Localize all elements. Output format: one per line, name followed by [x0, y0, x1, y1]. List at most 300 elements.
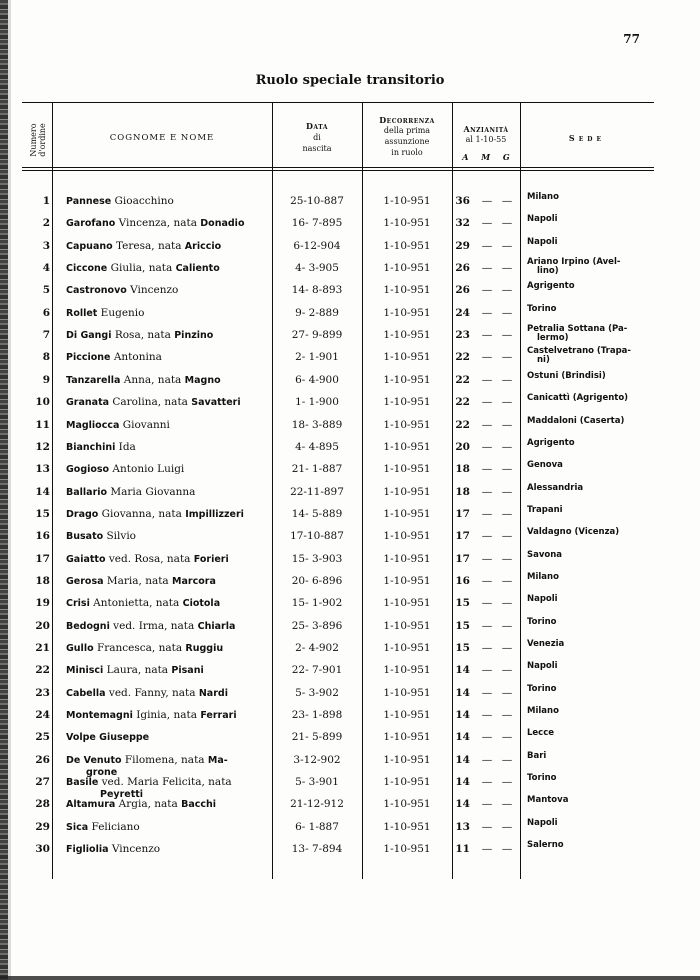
row-sede-line: Mantova	[527, 795, 569, 806]
row-number: 29	[35, 820, 50, 833]
row-name	[66, 195, 266, 208]
row-maiden-name: Pinzino	[174, 330, 214, 342]
row-anzianita-giorni: —	[501, 284, 513, 297]
row-given-name: Rosa, nata	[111, 329, 175, 342]
row-name	[66, 307, 266, 320]
row-maiden-name: Pisani	[171, 665, 204, 677]
row-anzianita-mesi: —	[481, 217, 493, 230]
row-number: 2	[42, 217, 50, 230]
row-birth-date: 18- 3-889	[291, 418, 343, 431]
row-birth-date: 23- 1-898	[291, 709, 343, 722]
row-sede-line: Napoli	[527, 236, 558, 247]
row-anzianita-giorni: —	[501, 552, 513, 565]
row-decorrenza: 1-10-951	[383, 284, 431, 297]
row-surname: Capuano	[66, 240, 113, 252]
row-sede	[527, 238, 652, 247]
row-decorrenza: 1-10-951	[383, 776, 431, 789]
table-row	[22, 639, 654, 664]
row-birth-date: 16- 7-895	[291, 217, 343, 230]
row-given-name: Francesca, nata	[93, 642, 186, 654]
row-birth-date: 14- 5-889	[291, 507, 343, 520]
row-name	[66, 731, 266, 744]
row-given-name: Vincenzo	[108, 843, 161, 856]
row-anzianita-anni: 15	[455, 619, 470, 632]
row-maiden-name: Marcora	[172, 575, 216, 587]
row-anzianita-anni: 14	[455, 753, 470, 766]
row-anzianita-mesi: —	[481, 373, 493, 386]
row-anzianita-giorni: —	[501, 306, 513, 319]
row-sede	[527, 325, 652, 343]
row-birth-date: 22- 7-901	[291, 664, 343, 677]
row-sede-line: Napoli	[527, 661, 558, 672]
row-name	[66, 597, 266, 610]
header-decorrenza-line1: Decorrenza	[379, 115, 435, 125]
row-surname: Cabella	[66, 687, 106, 699]
row-maiden-name: Caliento	[175, 263, 220, 275]
row-decorrenza: 1-10-951	[383, 463, 431, 476]
table-row	[22, 706, 654, 731]
row-sede	[527, 819, 652, 828]
row-anzianita-anni: 22	[455, 418, 470, 431]
row-anzianita-giorni: —	[501, 463, 513, 476]
row-number: 15	[35, 507, 50, 520]
row-name-continuation: Peyretti	[100, 789, 144, 801]
header-sede: Sede	[568, 133, 606, 143]
row-sede-line: Salerno	[527, 840, 564, 851]
header-bottom-rule	[22, 167, 654, 168]
row-given-name: Antonina	[110, 351, 162, 364]
row-maiden-name: Forieri	[193, 553, 229, 565]
row-anzianita-mesi: —	[481, 485, 493, 498]
row-given-name: Antonio Luigi	[109, 463, 185, 476]
row-sede-line: Milano	[527, 571, 559, 582]
row-sede-line: Castelvetrano (Trapa-	[527, 346, 631, 357]
row-anzianita-giorni: —	[501, 709, 513, 722]
row-surname: Busato	[66, 531, 104, 543]
row-given-name: Iginia, nata	[132, 709, 201, 722]
row-anzianita-giorni: —	[501, 418, 513, 431]
row-anzianita-giorni: —	[501, 664, 513, 677]
row-given-name: Laura, nata	[103, 664, 172, 677]
table-row	[22, 549, 654, 575]
row-birth-date: 2- 4-902	[295, 642, 339, 654]
row-surname: De Venuto	[66, 754, 122, 766]
row-anzianita-anni: 15	[455, 597, 470, 610]
row-anzianita-anni: 26	[455, 262, 470, 275]
row-name	[66, 374, 266, 387]
row-number: 26	[35, 753, 50, 766]
row-sede-line: Trapani	[527, 504, 563, 515]
row-anzianita-anni: 23	[455, 329, 470, 342]
row-sede-line: Torino	[527, 773, 557, 784]
row-number: 30	[35, 843, 50, 856]
row-sede	[527, 640, 652, 649]
row-anzianita-anni: 20	[455, 440, 470, 453]
row-anzianita-mesi: —	[481, 239, 493, 252]
row-anzianita-giorni: —	[501, 485, 513, 498]
row-anzianita-anni: 22	[455, 396, 470, 409]
row-surname: Montemagni	[66, 710, 133, 722]
row-sede	[527, 841, 652, 850]
row-surname: Pannese	[66, 196, 112, 207]
row-sede	[527, 595, 652, 604]
row-number: 10	[35, 396, 50, 409]
row-sede	[527, 258, 652, 276]
row-anzianita-mesi: —	[481, 574, 493, 587]
row-anzianita-mesi: —	[481, 463, 493, 476]
row-sede-line: Bari	[527, 750, 547, 761]
row-sede	[527, 417, 652, 426]
row-sede	[527, 193, 652, 202]
row-anzianita-anni: 17	[455, 530, 470, 543]
row-sede-line: Milano	[527, 706, 559, 717]
row-decorrenza: 1-10-951	[383, 262, 431, 275]
row-name	[66, 664, 266, 677]
row-sede-line: Valdagno (Vicenza)	[527, 527, 620, 538]
row-surname: Granata	[66, 397, 110, 409]
row-given-name: Argia, nata	[115, 798, 182, 811]
row-decorrenza: 1-10-951	[383, 329, 431, 342]
row-number: 21	[35, 642, 50, 654]
row-decorrenza: 1-10-951	[383, 373, 431, 386]
row-number: 16	[35, 530, 50, 543]
row-decorrenza: 1-10-951	[383, 753, 431, 766]
row-decorrenza: 1-10-951	[383, 396, 431, 409]
row-surname: Gaiatto	[66, 553, 106, 565]
row-birth-date: 17-10-887	[290, 530, 344, 543]
row-sede-line: Torino	[527, 683, 557, 694]
row-anzianita-mesi: —	[481, 843, 493, 856]
row-sede-line: Ariano Irpino (Avel-	[527, 257, 621, 268]
row-sede-line: Agrigento	[527, 437, 575, 448]
row-anzianita-mesi: —	[481, 530, 493, 543]
row-anzianita-mesi: —	[481, 440, 493, 453]
scan-binding-edge	[0, 0, 8, 980]
row-anzianita-giorni: —	[501, 239, 513, 252]
row-number: 25	[35, 731, 50, 744]
row-decorrenza: 1-10-951	[383, 239, 431, 252]
row-anzianita-giorni: —	[501, 530, 513, 543]
row-sede-line: Maddaloni (Caserta)	[527, 415, 625, 426]
row-decorrenza: 1-10-951	[383, 574, 431, 587]
header-data-line3: nascita	[302, 144, 332, 153]
row-surname: Volpe Giuseppe	[66, 732, 150, 744]
row-anzianita-mesi: —	[481, 597, 493, 610]
row-decorrenza: 1-10-951	[383, 351, 431, 364]
table-row	[22, 214, 654, 239]
row-sede	[527, 439, 652, 448]
row-sede-line: Napoli	[527, 817, 558, 828]
row-given-name: Giovanni	[119, 418, 170, 431]
header-amg	[452, 152, 520, 162]
row-anzianita-giorni: —	[501, 396, 513, 409]
row-given-name: Giulia, nata	[107, 262, 176, 275]
row-name	[66, 419, 266, 432]
row-sede-line: Ostuni (Brindisi)	[527, 370, 606, 381]
row-anzianita-anni: 14	[455, 731, 470, 744]
row-anzianita-mesi: —	[481, 664, 493, 677]
row-surname: Ciccone	[66, 263, 108, 275]
table-row	[22, 750, 654, 778]
row-decorrenza: 1-10-951	[383, 217, 431, 230]
row-anzianita-anni: 22	[455, 373, 470, 386]
row-sede-line: Alessandria	[527, 482, 584, 493]
row-number: 20	[35, 619, 50, 632]
row-name	[66, 217, 266, 230]
table-row	[22, 527, 654, 552]
row-birth-date: 21- 5-899	[291, 731, 343, 744]
row-given-name: ved. Irma, nata	[109, 619, 198, 632]
row-surname: Altamura	[66, 799, 116, 811]
row-birth-date: 3-12-902	[293, 753, 341, 766]
row-anzianita-anni: 16	[455, 574, 470, 587]
header-cognome-nome: COGNOME E NOME	[109, 133, 215, 143]
row-name	[66, 530, 266, 543]
row-name	[66, 284, 266, 297]
row-anzianita-giorni: —	[501, 373, 513, 386]
row-surname: Sica	[66, 821, 89, 833]
row-sede-line: Genova	[527, 460, 563, 471]
header-bottom-rule-double	[22, 170, 654, 171]
row-surname: Drago	[66, 508, 99, 520]
row-anzianita-mesi: —	[481, 262, 493, 275]
row-decorrenza: 1-10-951	[383, 530, 431, 543]
row-surname: Basile	[66, 777, 99, 789]
row-birth-date: 15- 3-903	[291, 552, 343, 565]
header-decorrenza-line3: assunzione	[384, 137, 430, 146]
row-anzianita-mesi: —	[481, 329, 493, 342]
row-name	[66, 709, 266, 722]
table-row	[22, 192, 654, 217]
row-anzianita-anni: 17	[455, 552, 470, 565]
row-number: 9	[42, 373, 50, 386]
row-number: 14	[35, 485, 50, 498]
row-sede-line: Napoli	[527, 214, 558, 225]
row-anzianita-mesi: —	[481, 798, 493, 811]
row-anzianita-giorni: —	[501, 329, 513, 342]
row-anzianita-giorni: —	[501, 798, 513, 811]
table-row	[22, 393, 654, 418]
row-anzianita-anni: 14	[455, 664, 470, 677]
row-anzianita-mesi: —	[481, 351, 493, 364]
row-anzianita-mesi: —	[481, 731, 493, 744]
row-number: 6	[42, 306, 50, 319]
row-anzianita-giorni: —	[501, 440, 513, 453]
row-birth-date: 5- 3-902	[295, 686, 339, 699]
row-anzianita-giorni: —	[501, 642, 513, 654]
row-number: 5	[42, 284, 50, 297]
header-amg-a: A	[462, 152, 469, 162]
row-anzianita-anni: 14	[455, 776, 470, 789]
row-anzianita-anni: 18	[455, 463, 470, 476]
row-anzianita-mesi: —	[481, 306, 493, 319]
row-anzianita-giorni: —	[501, 351, 513, 364]
row-birth-date: 5- 3-901	[295, 776, 339, 789]
row-anzianita-anni: 24	[455, 306, 470, 319]
row-sede-line: Milano	[527, 192, 559, 202]
row-birth-date: 27- 9-899	[291, 329, 343, 342]
row-anzianita-giorni: —	[501, 217, 513, 230]
table-row	[22, 728, 654, 753]
row-number: 7	[42, 329, 50, 342]
row-sede	[527, 461, 652, 470]
row-sede-line: Lecce	[527, 728, 555, 739]
row-number: 17	[35, 552, 50, 565]
row-birth-date: 9- 2-889	[295, 306, 339, 319]
header-data-line1: Data	[305, 121, 329, 131]
row-given-name: ved. Fanny, nata	[105, 686, 199, 699]
row-sede-line: Canicattì (Agrigento)	[527, 393, 629, 404]
row-maiden-name: Magno	[184, 374, 221, 386]
row-anzianita-giorni: —	[501, 686, 513, 699]
row-given-name: Eugenio	[97, 306, 145, 319]
row-birth-date: 6-12-904	[293, 239, 341, 252]
row-name	[66, 798, 266, 811]
row-sede	[527, 347, 652, 365]
scan-bottom-edge	[0, 976, 700, 980]
row-birth-date: 4- 4-895	[295, 440, 339, 453]
row-birth-date: 14- 8-893	[291, 284, 343, 297]
row-sede	[527, 282, 652, 291]
row-number: 22	[35, 664, 50, 677]
row-sede-line: lermo)	[537, 333, 569, 344]
header-anzianita-line2: al 1-10-55	[465, 135, 507, 144]
row-birth-date: 6- 1-887	[295, 820, 339, 833]
row-sede	[527, 752, 652, 761]
row-decorrenza: 1-10-951	[383, 485, 431, 498]
row-name	[66, 553, 266, 566]
row-anzianita-mesi: —	[481, 686, 493, 699]
row-name	[66, 575, 266, 588]
header-anzianita-line1: Anzianità	[463, 124, 509, 134]
row-maiden-name: Impillizzeri	[185, 508, 244, 520]
row-maiden-name: Ciotola	[182, 598, 221, 610]
row-birth-date: 22-11-897	[290, 485, 344, 498]
row-decorrenza: 1-10-951	[383, 440, 431, 453]
row-anzianita-giorni: —	[501, 753, 513, 766]
row-surname: Di Gangi	[66, 330, 112, 342]
row-anzianita-giorni: —	[501, 820, 513, 833]
row-name	[66, 620, 266, 633]
row-anzianita-anni: 14	[455, 709, 470, 722]
row-surname: Rollet	[66, 307, 98, 319]
roster-table	[22, 102, 654, 879]
row-surname: Gerosa	[66, 575, 104, 587]
row-given-name: Filomena, nata	[121, 753, 208, 766]
page-number: 77	[623, 32, 640, 46]
row-given-name: ved. Maria Felicita, nata	[98, 776, 232, 789]
row-number: 24	[35, 709, 50, 722]
row-anzianita-anni: 18	[455, 485, 470, 498]
row-number: 27	[35, 776, 50, 789]
row-number: 13	[35, 463, 50, 476]
row-maiden-name: Chiarla	[197, 620, 236, 632]
table-row	[22, 571, 654, 597]
row-given-name: Feliciano	[88, 820, 140, 833]
row-sede	[527, 573, 652, 582]
row-anzianita-mesi: —	[481, 709, 493, 722]
row-sede-line: Napoli	[527, 594, 558, 605]
row-anzianita-anni: 14	[455, 798, 470, 811]
row-surname: Gullo	[66, 643, 94, 654]
row-sede	[527, 506, 652, 515]
row-sede-line: Venezia	[527, 639, 565, 649]
row-sede	[527, 796, 652, 805]
row-sede-line: Torino	[527, 303, 557, 314]
row-maiden-name: Ferrari	[200, 710, 237, 722]
row-given-name: Ida	[115, 440, 136, 453]
row-anzianita-mesi: —	[481, 284, 493, 297]
row-anzianita-mesi: —	[481, 552, 493, 565]
row-sede	[527, 774, 652, 783]
row-number: 8	[42, 351, 50, 364]
table-row	[22, 683, 654, 709]
row-anzianita-giorni: —	[501, 776, 513, 789]
row-surname: Bedogni	[66, 620, 110, 632]
row-anzianita-mesi: —	[481, 820, 493, 833]
row-number: 1	[42, 195, 50, 207]
row-anzianita-giorni: —	[501, 574, 513, 587]
row-name	[66, 821, 266, 834]
row-anzianita-mesi: —	[481, 396, 493, 409]
row-given-name: Giovanna, nata	[98, 507, 186, 520]
row-given-name: Gioacchino	[111, 195, 174, 207]
row-number: 3	[42, 239, 50, 252]
row-birth-date: 1- 1-900	[295, 396, 339, 409]
row-number: 4	[42, 262, 50, 275]
row-anzianita-giorni: —	[501, 843, 513, 856]
row-name	[66, 776, 266, 789]
row-name	[66, 329, 266, 342]
row-birth-date: 25-10-887	[290, 195, 344, 207]
header-numero: Numero d'ordine	[29, 123, 47, 157]
row-maiden-name: Bacchi	[181, 799, 217, 811]
row-decorrenza: 1-10-951	[383, 664, 431, 677]
row-number: 28	[35, 798, 50, 811]
row-maiden-name: Donadio	[200, 218, 245, 230]
row-sede	[527, 372, 652, 381]
row-birth-date: 15- 1-902	[291, 597, 343, 610]
row-decorrenza: 1-10-951	[383, 418, 431, 431]
row-birth-date: 13- 7-894	[291, 843, 343, 856]
row-decorrenza: 1-10-951	[383, 642, 431, 654]
row-sede	[527, 484, 652, 493]
row-given-name: ved. Rosa, nata	[105, 552, 194, 565]
row-name	[66, 843, 266, 856]
row-sede	[527, 528, 652, 537]
row-number: 19	[35, 597, 50, 610]
table-row	[22, 661, 654, 686]
row-surname: Figliolia	[66, 844, 109, 856]
row-birth-date: 4- 3-905	[295, 262, 339, 275]
row-decorrenza: 1-10-951	[383, 195, 431, 207]
row-sede-line: lino)	[537, 266, 559, 277]
row-decorrenza: 1-10-951	[383, 820, 431, 833]
row-name	[66, 486, 266, 499]
row-anzianita-giorni: —	[501, 619, 513, 632]
row-maiden-name: Ruggiu	[185, 643, 224, 654]
row-given-name: Vincenza, nata	[115, 217, 201, 230]
row-anzianita-giorni: —	[501, 262, 513, 275]
row-birth-date: 25- 3-896	[291, 619, 343, 632]
header-amg-m: M	[481, 152, 491, 162]
row-anzianita-giorni: —	[501, 597, 513, 610]
row-sede	[527, 305, 652, 314]
row-name	[66, 441, 266, 454]
row-given-name: Vincenzo	[126, 284, 179, 297]
row-maiden-name: Nardi	[198, 687, 228, 699]
row-anzianita-anni: 32	[455, 217, 470, 230]
